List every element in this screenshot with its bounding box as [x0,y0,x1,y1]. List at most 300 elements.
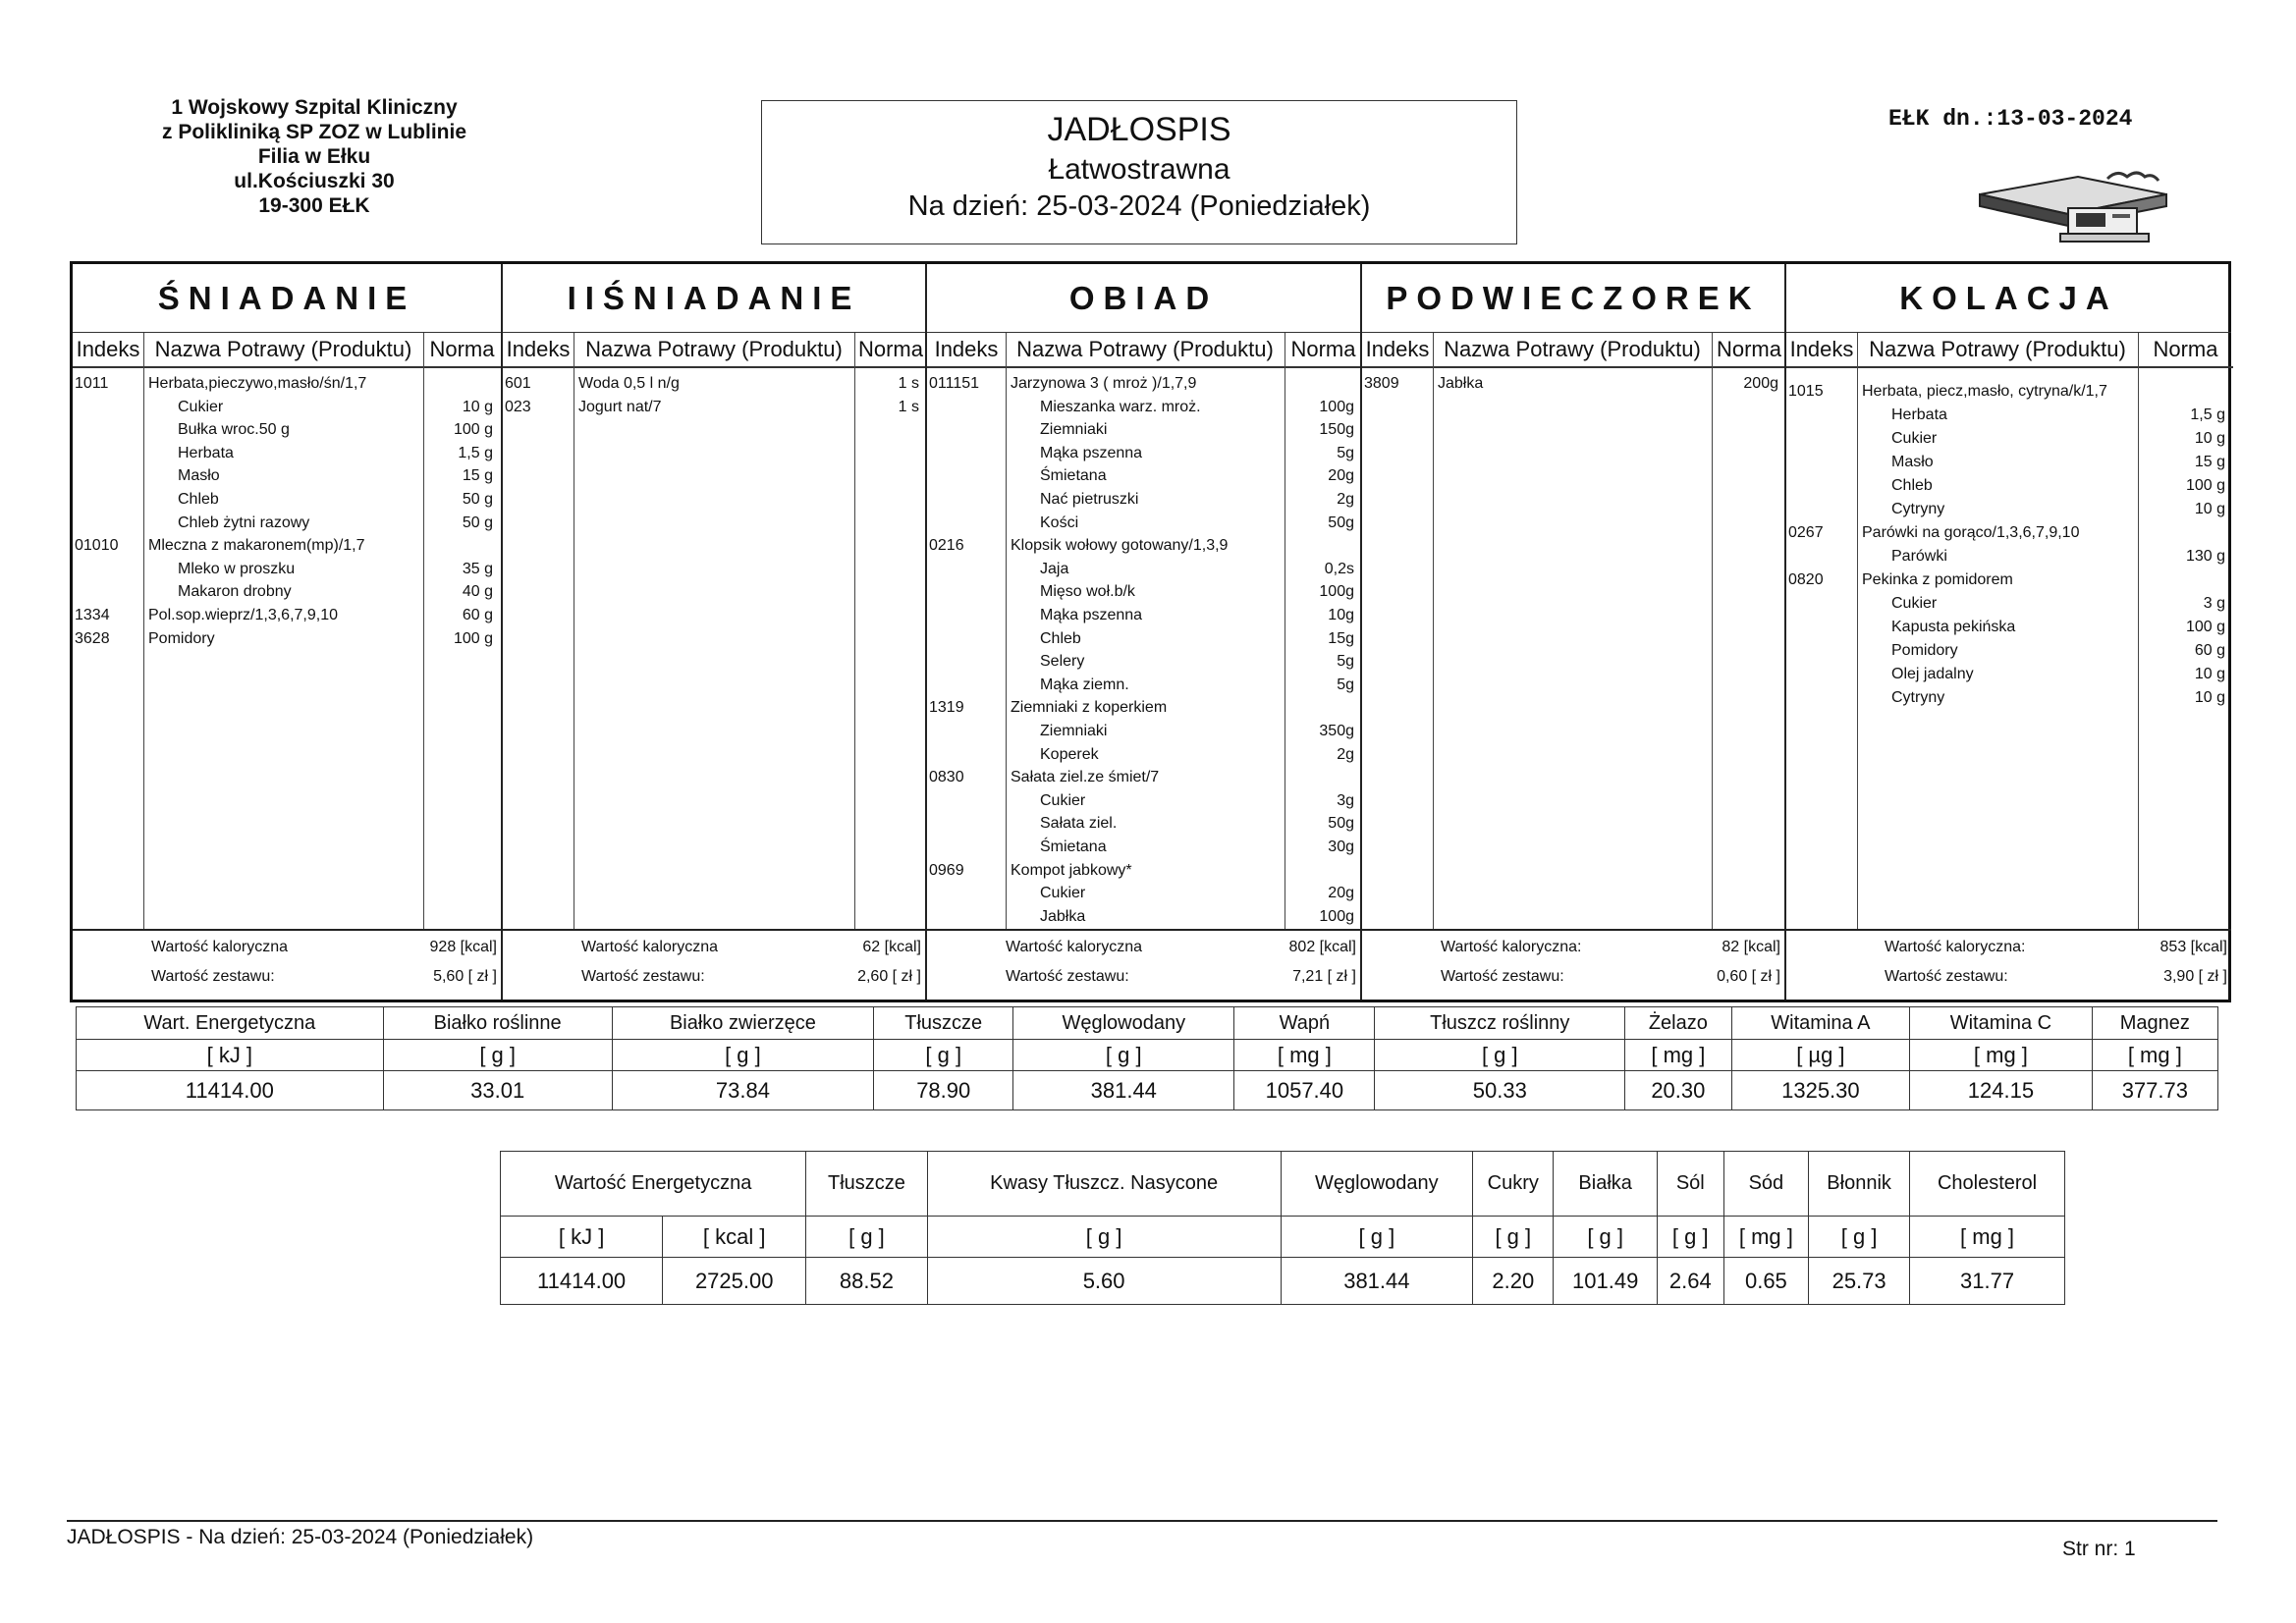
dish-name: Kompot jabkowy* [1011,861,1132,879]
dish-row [73,534,501,558]
ingredient-name: Bułka wroc.50 g [178,421,290,439]
summary-value: 82 [kcal] [1722,939,1780,955]
dish-row [73,627,501,651]
summary-value: 2,60 [ zł ] [857,968,921,985]
nut2-unit: [ kcal ] [663,1217,806,1258]
summary-value: 3,90 [ zł ] [2163,968,2227,985]
nut1-unit: [ mg ] [2092,1040,2217,1071]
meal-title: PODWIECZOREK [1362,264,1784,333]
column-header-norm: Norma [2138,333,2233,368]
nutrition-unit-row [501,1217,2065,1258]
ingredient-row [73,580,501,604]
dish-index: 023 [505,398,531,415]
norm-value: 1,5 g [458,444,493,461]
norm-value: 20g [1328,467,1354,485]
nutrition-header-row [77,1007,2218,1040]
norm-value: 50 g [462,514,493,531]
dish-row [1786,568,2231,592]
ingredient-row [73,418,501,442]
ingredient-name: Cytryny [1891,689,1945,706]
norm-value: 5g [1337,653,1354,671]
column-header-index: Indeks [1362,333,1433,368]
ingredient-row [73,488,501,512]
ingredient-name: Kości [1040,514,1079,531]
dish-index: 0820 [1788,571,1824,588]
title-box [761,100,1517,244]
nut1-unit: [ g ] [1375,1040,1625,1071]
norm-value: 50 g [462,491,493,508]
computer-logo-icon [1970,157,2186,245]
dish-row [73,604,501,627]
column-divider [1433,333,1434,931]
ingredient-name: Cukier [1040,885,1086,902]
summary-value: 0,60 [ zł ] [1717,968,1780,985]
ingredient-name: Parówki [1891,548,1947,565]
ingredient-name: Mąka pszenna [1040,444,1143,461]
ingredient-name: Mieszanka warz. mroż. [1040,398,1201,415]
norm-value: 5g [1337,444,1354,461]
meal-title: IIŚNIADANIE [503,264,925,333]
nut1-header: Białko zwierzęce [612,1007,874,1040]
norm-value: 100 g [2185,477,2225,494]
dish-index: 3628 [75,629,110,647]
nutrition-value-row [77,1071,2218,1110]
ingredient-row [73,464,501,488]
nutrition-table-detailed [76,1006,2218,1110]
dish-row [927,534,1360,558]
nut2-header: Węglowodany [1281,1152,1473,1217]
nut2-value: 2.64 [1657,1258,1723,1305]
ingredient-row [927,650,1360,674]
dish-row [1786,521,2231,545]
nut1-value: 377.73 [2092,1071,2217,1110]
dish-name: Pekinka z pomidorem [1862,571,2013,588]
norm-value: 100g [1319,398,1354,415]
ingredient-row [1786,616,2231,639]
nut1-header: Tłuszcz roślinny [1375,1007,1625,1040]
ingredient-name: Chleb [178,491,219,508]
nut1-value: 78.90 [874,1071,1013,1110]
nut2-unit: [ g ] [1473,1217,1554,1258]
ingredient-row [927,604,1360,627]
norm-value: 1 s [898,398,919,415]
nut2-unit: [ g ] [927,1217,1281,1258]
norm-value: 30g [1328,839,1354,855]
ingredient-name: Cukier [1891,430,1938,447]
nut2-value: 88.52 [806,1258,927,1305]
column-header-name: Nazwa Potrawy (Produktu) [1433,333,1712,368]
meal-title: OBIAD [927,264,1360,333]
hospital-line: z Polikliniką SP ZOZ w Lublinie [162,121,466,143]
dish-index: 1334 [75,607,110,623]
nut1-unit: [ g ] [1013,1040,1234,1071]
hospital-address [137,95,491,218]
dish-index: 1319 [929,699,964,717]
ingredient-row [927,905,1360,929]
norm-value: 2g [1337,491,1354,508]
nut2-unit: [ mg ] [1910,1217,2065,1258]
summary-label: Wartość zestawu: [1885,968,2008,985]
nut2-header: Cukry [1473,1152,1554,1217]
column-header-index: Indeks [503,333,574,368]
ingredient-row [927,464,1360,488]
ingredient-row [1786,592,2231,616]
column-header-norm: Norma [1285,333,1362,368]
norm-value: 15 g [462,467,493,485]
nut1-value: 50.33 [1375,1071,1625,1110]
summary-label: Wartość kaloryczna: [1885,939,2026,955]
dish-name: Woda 0,5 l n/g [578,375,680,392]
dish-row [503,372,925,396]
ingredient-name: Mąka pszenna [1040,607,1143,623]
summary-label: Wartość zestawu: [1006,968,1129,985]
summary-divider [503,929,925,931]
nut2-header: Sól [1657,1152,1723,1217]
column-divider [854,333,855,931]
dish-name: Klopsik wołowy gotowany/1,3,9 [1011,537,1229,555]
meal-section [501,264,925,1000]
diet-name: Łatwostrawna [1048,153,1230,186]
cost-summary [1786,965,2231,989]
ingredient-row [927,674,1360,697]
norm-value: 10 g [462,398,493,415]
ingredient-row [927,442,1360,465]
ingredient-name: Ziemniaki [1040,421,1108,439]
meal-title: KOLACJA [1786,264,2231,333]
dish-index: 011151 [929,375,980,392]
nut2-value: 101.49 [1554,1258,1658,1305]
nut2-value: 25.73 [1809,1258,1910,1305]
dish-name: Pomidory [148,629,215,647]
dish-index: 0216 [929,537,964,555]
ingredient-row [927,488,1360,512]
nut2-unit: [ g ] [1281,1217,1473,1258]
meal-section [73,264,501,1000]
ingredient-name: Cukier [1891,595,1938,612]
nut1-unit: [ g ] [874,1040,1013,1071]
ingredient-row [1786,498,2231,521]
dish-name: Herbata, piecz,masło, cytryna/k/1,7 [1862,383,2107,400]
ingredient-name: Masło [178,467,220,485]
nut1-header: Tłuszcze [874,1007,1013,1040]
norm-value: 35 g [462,560,493,577]
hospital-line: 19-300 EŁK [258,194,370,217]
column-header-name: Nazwa Potrawy (Produktu) [1006,333,1285,368]
nut2-header: Błonnik [1809,1152,1910,1217]
column-header-name: Nazwa Potrawy (Produktu) [1857,333,2138,368]
calorie-summary [1362,936,1784,959]
cost-summary [73,965,501,989]
nut2-value: 11414.00 [501,1258,663,1305]
summary-label: Wartość kaloryczna [151,939,288,955]
summary-value: 802 [kcal] [1288,939,1356,955]
ingredient-name: Chleb [1040,629,1081,647]
dish-row [927,766,1360,789]
ingredient-name: Herbata [1891,406,1947,423]
ingredient-row [927,720,1360,743]
dish-name: Jogurt nat/7 [578,398,662,415]
norm-value: 100g [1319,907,1354,925]
dish-row [927,696,1360,720]
nutrition-value-row [501,1258,2065,1305]
ingredient-row [1786,639,2231,663]
summary-label: Wartość kaloryczna [1006,939,1142,955]
dish-name: Herbata,pieczywo,masło/śn/1,7 [148,375,367,392]
norm-value: 10 g [2194,689,2225,706]
dish-name: Ziemniaki z koperkiem [1011,699,1168,717]
column-header-norm: Norma [1712,333,1786,368]
ingredient-name: Herbata [178,444,234,461]
nut2-header: Białka [1554,1152,1658,1217]
summary-divider [1786,929,2231,931]
summary-value: 7,21 [ zł ] [1292,968,1356,985]
summary-value: 853 [kcal] [2159,939,2227,955]
dish-index: 1015 [1788,383,1824,400]
norm-value: 130 g [2185,548,2225,565]
hospital-line: Filia w Ełku [257,145,371,168]
column-header-index: Indeks [1786,333,1857,368]
norm-value: 10 g [2194,501,2225,517]
norm-value: 10 g [2194,430,2225,447]
ingredient-name: Cukier [1040,791,1086,809]
ingredient-name: Sałata ziel. [1040,815,1118,833]
norm-value: 10 g [2194,666,2225,682]
ingredient-name: Cukier [178,398,224,415]
calorie-summary [927,936,1360,959]
column-header-norm: Norma [854,333,927,368]
calorie-summary [503,936,925,959]
nut2-unit: [ g ] [806,1217,927,1258]
nut1-header: Witamina A [1731,1007,1910,1040]
dish-name: Parówki na gorąco/1,3,6,7,9,10 [1862,524,2080,541]
nut1-unit: [ mg ] [1625,1040,1731,1071]
summary-label: Wartość zestawu: [1441,968,1564,985]
summary-divider [73,929,501,931]
nut2-header: Sód [1723,1152,1809,1217]
dish-index: 3809 [1364,375,1399,392]
ingredient-name: Selery [1040,653,1085,671]
ingredient-name: Kapusta pekińska [1891,619,2016,635]
nut1-header: Węglowodany [1013,1007,1234,1040]
nut1-header: Białko roślinne [383,1007,612,1040]
ingredient-row [1786,451,2231,474]
ingredient-row [73,558,501,581]
ingredient-row [73,442,501,465]
nut1-value: 20.30 [1625,1071,1731,1110]
ingredient-name: Olej jadalny [1891,666,1974,682]
ingredient-name: Śmietana [1040,467,1107,485]
ingredient-row [927,882,1360,905]
nut2-unit: [ g ] [1657,1217,1723,1258]
dish-name: Sałata ziel.ze śmiet/7 [1011,769,1160,786]
summary-label: Wartość kaloryczna [581,939,718,955]
footer-title: JADŁOSPIS - Na dzień: 25-03-2024 (Poniedziałek) [67,1526,534,1548]
ingredient-name: Chleb żytni razowy [178,514,310,531]
norm-value: 100 g [453,629,493,647]
dish-index: 601 [505,375,531,392]
nut1-value: 33.01 [383,1071,612,1110]
ingredient-row [927,627,1360,651]
norm-value: 150g [1319,421,1354,439]
ingredient-name: Makaron drobny [178,583,292,601]
norm-value: 5g [1337,676,1354,693]
ingredient-name: Mąka ziemn. [1040,676,1129,693]
ingredient-name: Cytryny [1891,501,1945,517]
nut1-header: Wart. Energetyczna [77,1007,384,1040]
ingredient-name: Chleb [1891,477,1933,494]
dish-row [1786,380,2231,404]
ingredient-name: Jaja [1040,560,1069,577]
ingredient-name: Masło [1891,454,1934,470]
column-header-index: Indeks [927,333,1006,368]
summary-label: Wartość kaloryczna: [1441,939,1582,955]
cost-summary [503,965,925,989]
page-title: JADŁOSPIS [1047,111,1231,148]
column-header-index: Indeks [73,333,143,368]
meal-section [925,264,1360,1000]
ingredient-name: Mięso woł.b/k [1040,583,1135,601]
nut1-unit: [ kJ ] [77,1040,384,1071]
nut2-unit: [ mg ] [1723,1217,1809,1258]
nutrition-header-row [501,1152,2065,1217]
ingredient-name: Nać pietruszki [1040,491,1139,508]
norm-value: 100 g [2185,619,2225,635]
nutrition-table-summary [500,1151,2065,1305]
norm-value: 10g [1328,607,1354,623]
dish-index: 0969 [929,861,964,879]
meal-section [1360,264,1784,1000]
summary-label: Wartość zestawu: [151,968,275,985]
nut2-unit: [ g ] [1554,1217,1658,1258]
nut2-value: 2.20 [1473,1258,1554,1305]
norm-value: 50g [1328,514,1354,531]
dish-row [73,372,501,396]
column-header-norm: Norma [423,333,501,368]
ingredient-row [1786,545,2231,568]
norm-value: 3 g [2203,595,2225,612]
ingredient-row [927,743,1360,767]
nut2-value: 381.44 [1281,1258,1473,1305]
cost-summary [1362,965,1784,989]
dish-row [503,396,925,419]
column-header-name: Nazwa Potrawy (Produktu) [143,333,423,368]
summary-divider [927,929,1360,931]
ingredient-row [1786,686,2231,710]
nut1-unit: [ µg ] [1731,1040,1910,1071]
menu-date: Na dzień: 25-03-2024 (Poniedziałek) [907,190,1371,222]
summary-value: 928 [kcal] [429,939,497,955]
nut2-header: Kwasy Tłuszcz. Nasycone [927,1152,1281,1217]
calorie-summary [1786,936,2231,959]
summary-value: 62 [kcal] [862,939,921,955]
norm-value: 0,2s [1324,560,1354,577]
ingredient-name: Koperek [1040,745,1099,763]
dish-name: Jarzynowa 3 ( mroż )/1,7,9 [1011,375,1197,392]
ingredient-row [1786,663,2231,686]
nut1-header: Witamina C [1910,1007,2093,1040]
norm-value: 1 s [898,375,919,392]
ingredient-row [927,396,1360,419]
norm-value: 40 g [462,583,493,601]
ingredient-row [927,580,1360,604]
footer-divider [67,1520,2217,1522]
norm-value: 60 g [2194,642,2225,659]
page-number: Str nr: 1 [2062,1538,2136,1560]
ingredient-row [927,418,1360,442]
menu-grid [70,261,2231,1002]
nut1-unit: [ g ] [383,1040,612,1071]
nut1-value: 1057.40 [1234,1071,1375,1110]
ingredient-row [1786,404,2231,427]
nut2-header: Wartość Energetyczna [501,1152,806,1217]
ingredient-row [927,836,1360,859]
ingredient-row [1786,427,2231,451]
dish-row [1362,372,1784,396]
issue-date: EŁK dn.:13-03-2024 [1888,106,2133,132]
nut2-value: 0.65 [1723,1258,1809,1305]
norm-value: 200g [1743,375,1778,392]
nut2-header: Cholesterol [1910,1152,2065,1217]
dish-index: 1011 [75,375,109,392]
summary-label: Wartość zestawu: [581,968,705,985]
ingredient-row [927,558,1360,581]
ingredient-name: Jabłka [1040,907,1086,925]
calorie-summary [73,936,501,959]
summary-divider [1362,929,1784,931]
ingredient-row [1786,474,2231,498]
meal-title: ŚNIADANIE [73,264,501,333]
ingredient-row [927,812,1360,836]
nutrition-unit-row [77,1040,2218,1071]
dish-index: 0267 [1788,524,1824,541]
nut1-unit: [ mg ] [1910,1040,2093,1071]
norm-value: 20g [1328,885,1354,902]
norm-value: 60 g [462,607,493,623]
column-divider [1712,333,1713,931]
nut1-value: 73.84 [612,1071,874,1110]
norm-value: 2g [1337,745,1354,763]
nut2-value: 2725.00 [663,1258,806,1305]
ingredient-row [927,512,1360,535]
dish-index: 01010 [75,537,119,555]
dish-index: 0830 [929,769,964,786]
dish-row [927,372,1360,396]
ingredient-name: Pomidory [1891,642,1958,659]
hospital-line: ul.Kościuszki 30 [234,170,395,192]
norm-value: 15 g [2194,454,2225,470]
norm-value: 50g [1328,815,1354,833]
norm-value: 100 g [453,421,493,439]
ingredient-row [73,396,501,419]
dish-name: Pol.sop.wieprz/1,3,6,7,9,10 [148,607,339,623]
nut2-unit: [ kJ ] [501,1217,663,1258]
nut1-header: Wapń [1234,1007,1375,1040]
norm-value: 3g [1337,791,1354,809]
dish-row [927,859,1360,883]
nut1-unit: [ mg ] [1234,1040,1375,1071]
norm-value: 350g [1319,723,1354,739]
norm-value: 100g [1319,583,1354,601]
cost-summary [927,965,1360,989]
nut1-header: Żelazo [1625,1007,1731,1040]
nut2-value: 31.77 [1910,1258,2065,1305]
nut1-unit: [ g ] [612,1040,874,1071]
norm-value: 15g [1328,629,1354,647]
nut1-value: 11414.00 [77,1071,384,1110]
nut1-value: 1325.30 [1731,1071,1910,1110]
ingredient-name: Ziemniaki [1040,723,1108,739]
meal-section [1784,264,2231,1000]
